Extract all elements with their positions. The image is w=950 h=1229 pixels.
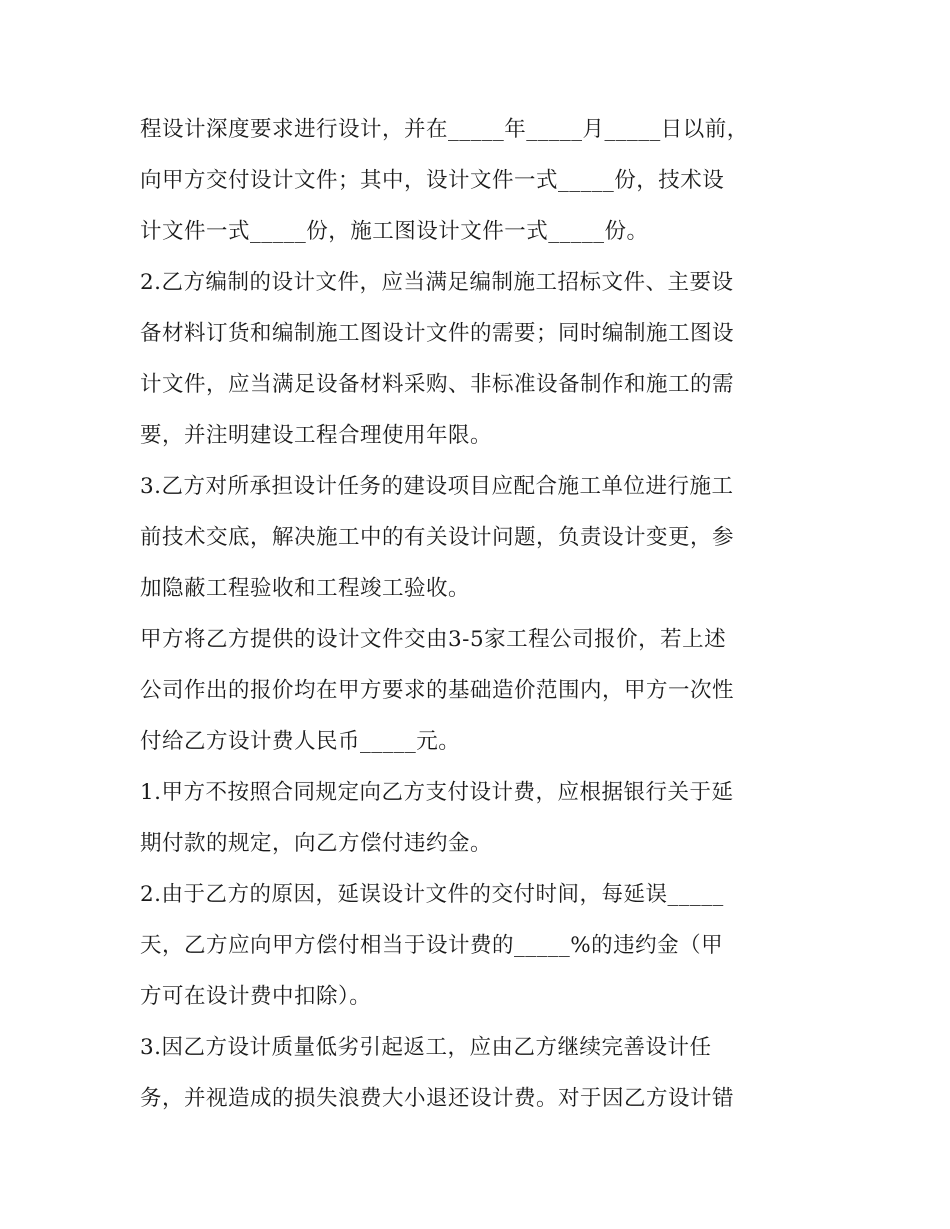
- text-line: 加隐蔽工程验收和工程竣工验收。: [140, 576, 471, 601]
- text-line: 备材料订货和编制施工图设计文件的需要；同时编制施工图设: [140, 321, 735, 346]
- text-line: 期付款的规定，向乙方偿付违约金。: [140, 831, 493, 856]
- text-line: 甲方将乙方提供的设计文件交由3-5家工程公司报价，若上述: [140, 627, 727, 652]
- text-line: 要，并注明建设工程合理使用年限。: [140, 423, 493, 448]
- text-line: 3.乙方对所承担设计任务的建设项目应配合施工单位进行施工: [140, 474, 734, 499]
- text-line: 付给乙方设计费人民币_____元。: [140, 729, 461, 754]
- text-line: 3.因乙方设计质量低劣引起返工，应由乙方继续完善设计任: [140, 1035, 712, 1060]
- text-line: 计文件，应当满足设备材料采购、非标准设备制作和施工的需: [140, 372, 735, 397]
- text-line: 1.甲方不按照合同规定向乙方支付设计费，应根据银行关于延: [140, 780, 734, 805]
- text-line: 天，乙方应向甲方偿付相当于设计费的_____%的违约金（甲: [140, 933, 724, 958]
- text-line: 向甲方交付设计文件；其中，设计文件一式_____份，技术设: [140, 168, 725, 193]
- text-line: 前技术交底，解决施工中的有关设计问题，负责设计变更，参: [140, 525, 735, 550]
- text-line: 2.由于乙方的原因，延误设计文件的交付时间，每延误_____: [140, 882, 724, 907]
- text-line: 程设计深度要求进行设计，并在_____年_____月_____日以前，: [140, 117, 749, 142]
- document-body: [140, 104, 820, 1124]
- text-line: 方可在设计费中扣除）。: [140, 984, 372, 1009]
- text-line: 计文件一式_____份，施工图设计文件一式_____份。: [140, 219, 649, 244]
- text-line: 公司作出的报价均在甲方要求的基础造价范围内，甲方一次性: [140, 678, 735, 703]
- text-line: 务，并视造成的损失浪费大小退还设计费。对于因乙方设计错: [140, 1086, 735, 1111]
- text-line: 2.乙方编制的设计文件，应当满足编制施工招标文件、主要设: [140, 270, 734, 295]
